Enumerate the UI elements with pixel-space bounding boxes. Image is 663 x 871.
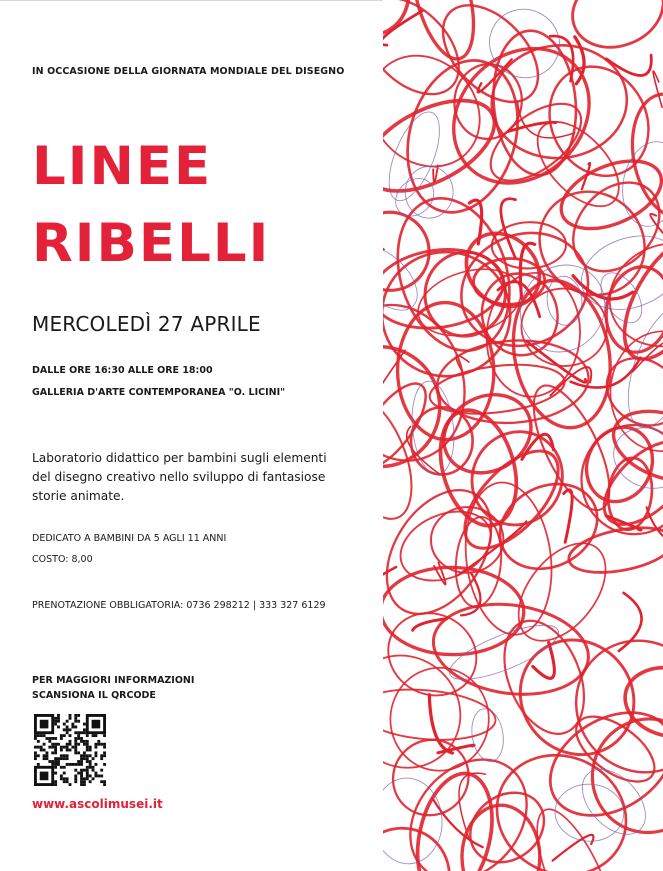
age-range: DEDICATO A BAMBINI DA 5 AGLI 11 ANNI	[32, 533, 227, 544]
description-line: del disegno creativo nello sviluppo di fantasiose	[32, 470, 326, 484]
scribble-graphic	[383, 0, 663, 871]
cost: COSTO: 8,00	[32, 554, 93, 565]
qr-code-graphic	[34, 714, 106, 786]
website-link[interactable]: www.ascolimusei.it	[32, 797, 163, 811]
event-hours: DALLE ORE 16:30 ALLE ORE 18:00	[32, 365, 213, 376]
description-line: storie animate.	[32, 489, 125, 503]
occasion-line: IN OCCASIONE DELLA GIORNATA MONDIALE DEL DISEGNO	[32, 66, 345, 77]
event-date: MERCOLEDÌ 27 APRILE	[32, 312, 261, 336]
qr-code-icon[interactable]	[34, 714, 106, 786]
red-scribble-artwork	[383, 0, 663, 871]
title-line-1: LINEE	[32, 136, 213, 197]
more-info-line-1: PER MAGGIORI INFORMAZIONI	[32, 675, 195, 686]
more-info-line-2: SCANSIONA IL QRCODE	[32, 690, 156, 701]
event-description	[32, 449, 372, 506]
description-line: Laboratorio didattico per bambini sugli elementi	[32, 451, 327, 465]
booking-info: PRENOTAZIONE OBBLIGATORIA: 0736 298212 | 333 327 6129	[32, 600, 326, 611]
event-venue: GALLERIA D'ARTE CONTEMPORANEA "O. LICINI"	[32, 387, 286, 398]
title-line-2: RIBELLI	[32, 213, 271, 274]
